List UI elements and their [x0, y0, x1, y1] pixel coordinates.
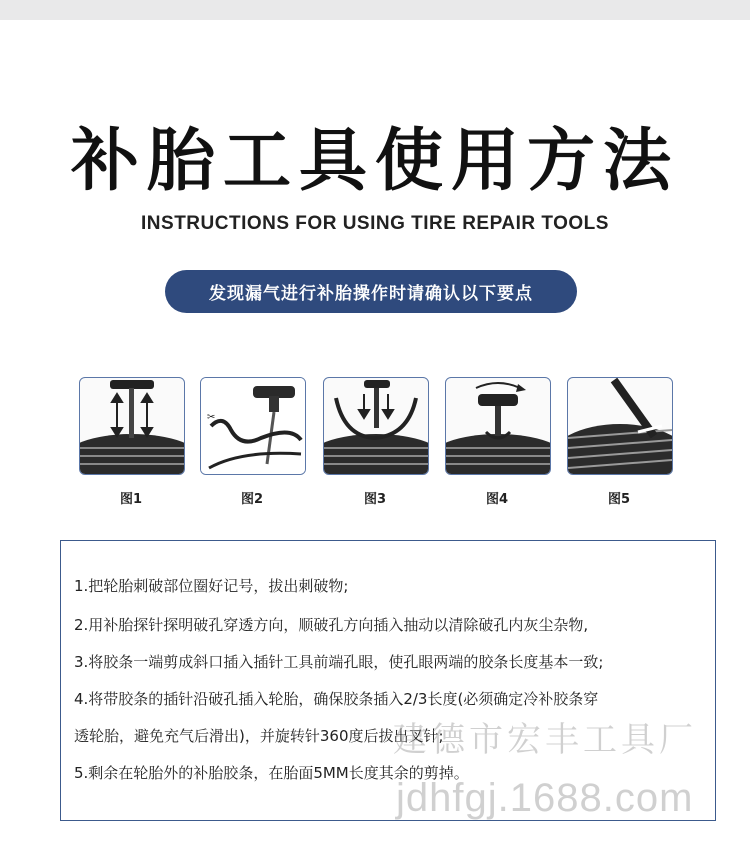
- step-5: 5.剩余在轮胎外的补胎胶条，在胎面5MM长度其余的剪掉。: [74, 764, 469, 782]
- step-2: 2.用补胎探针探明破孔穿透方向，顺破孔方向插入抽动以清除破孔内灰尘杂物,: [74, 616, 589, 634]
- tire-strip-insert-icon: [324, 378, 428, 474]
- figure-3-label: 图3: [363, 492, 387, 507]
- figure-4-label: 图4: [485, 492, 509, 507]
- figure-4: [445, 377, 551, 475]
- figure-1: [79, 377, 185, 475]
- page-subtitle: INSTRUCTIONS FOR USING TIRE REPAIR TOOLS: [141, 213, 609, 234]
- figure-1-label: 图1: [119, 492, 143, 507]
- step-4-continued: 透轮胎，避免充气后滑出)，并旋转针360度后拔出叉针;: [74, 727, 444, 745]
- figure-2-label: 图2: [240, 492, 264, 507]
- figure-5-label: 图5: [607, 492, 631, 507]
- t-handle-probe-icon: [201, 378, 305, 474]
- page-title: 补胎工具使用方法: [70, 122, 679, 201]
- tool-inserted-tire-icon: [446, 378, 550, 474]
- top-bar: [0, 0, 750, 20]
- figure-2: [200, 377, 306, 475]
- step-3: 3.将胶条一端剪成斜口插入插针工具前端孔眼，使孔眼两端的胶条长度基本一致;: [74, 653, 604, 671]
- step-1: 1.把轮胎刺破部位圈好记号，拔出刺破物;: [74, 577, 349, 595]
- watermark-company: 建德市宏丰工具厂: [393, 720, 697, 760]
- figure-3: [323, 377, 429, 475]
- watermark-url: jdhfgj.1688.com: [396, 776, 694, 820]
- notice-banner: 发现漏气进行补胎操作时请确认以下要点: [165, 270, 577, 313]
- tire-trim-icon: [568, 378, 672, 474]
- step-4: 4.将带胶条的插针沿破孔插入轮胎，确保胶条插入2/3长度(必须确定冷补胶条穿: [74, 690, 599, 708]
- figure-5: [567, 377, 673, 475]
- svg-text:✂: ✂: [207, 412, 216, 423]
- tire-with-arrows-icon: [80, 378, 184, 474]
